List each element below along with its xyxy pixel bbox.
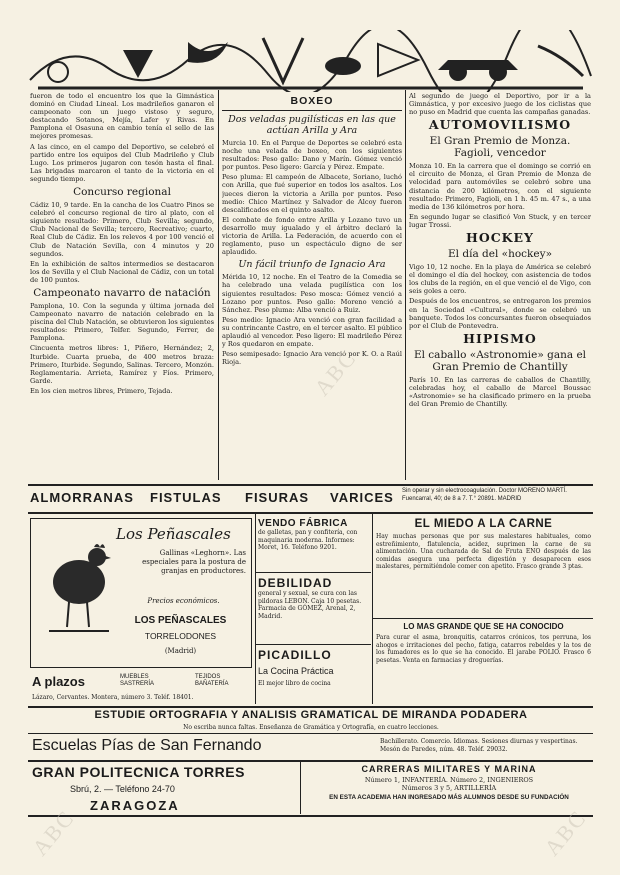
headline-hipismo: El caballo «Astronomie» gana el Gran Premio de Chantilly	[413, 348, 587, 373]
abc-watermark: ABC	[309, 345, 362, 401]
section-boxeo: BOXEO	[290, 95, 334, 107]
article-text: Peso semipesado: Ignacio Ara venció por K. O. a Raúl Rioja.	[222, 350, 402, 367]
ad-miedo	[376, 518, 591, 571]
article-text: fueron de todo el encuentro los que la Gimnástica dominó en Ciudad Lineal. Los madrileños ganaron el campeonato con un juego vistoso y seguro, destacando Sotanos, Mejía, Lafer y Rivas. En Pamplona el Osasuna en cambio tenía el sello de las mejores promesas.	[30, 92, 214, 141]
ad-title: EL MIEDO A LA CARNE	[414, 518, 553, 530]
column-1	[30, 92, 214, 482]
ad-text: TEJIDOS BAÑATERÍA	[195, 674, 229, 687]
article-text: Monza 10. En la carrera que el domingo se corrió en el circuito de Monza, el Gran Premio de Monza de velocidad para automóviles se celebró sobre una distancia de 200 kilómetros, con el siguiente resultado: Primero, Fagioli, en 1 h. 45 m. 47 s., a una media de 136 kilómetros por hora.	[409, 162, 591, 211]
ad-plazos	[30, 672, 252, 692]
ad-text: El mejor libro de cocina	[258, 680, 331, 687]
sports-banner-illustration	[28, 30, 593, 92]
headline-regional: Concurso regional	[73, 186, 171, 199]
article-text: Mérida 10, 12 noche. En el Teatro de la Comedia se ha celebrado una velada pugilística con los siguientes resultados: Peso mosca: Gómez venció a Lozano por puntos. Peso gallo: Moreno venció a Sánchez. Peso pluma: Alba venció a Ruiz.	[222, 273, 402, 314]
ad-text: de galletas, pan y confitería, con maquinaria moderna. Informes: Moret, 16. Teléfono 9201.	[258, 529, 358, 551]
ad-vendo	[258, 518, 368, 552]
headline-hockey: El día del «hockey»	[448, 248, 552, 261]
ad-title: PICADILLO	[258, 648, 332, 662]
ad-word: VARICES	[330, 490, 394, 505]
ad-word: FISTULAS	[150, 490, 222, 505]
ad-text: Número 1, INFANTERÍA. Número 2, INGENIEROS	[364, 776, 534, 784]
ad-text: Bachillerato. Comercio. Idiomas. Sesiones diurnas y vespertinas. Mesón de Paredes, núm. 48. Teléf. 29032.	[380, 738, 578, 753]
headline-veladas: Dos veladas pugilísticas en las que actúan Arilla y Ara	[228, 114, 396, 136]
ad-almorranas	[30, 488, 590, 510]
column-2	[222, 92, 402, 482]
ad-text: ZARAGOZA	[90, 798, 180, 813]
ad-word: ALMORRANAS	[30, 490, 134, 505]
ad-text: La Cocina Práctica	[258, 666, 334, 676]
article-text: París 10. En las carreras de caballos de Chantilly, celebradas hoy, el caballo de Marcel Boussac «Astronomie» se ha clasificado primero en la prueba del Gran Premio de Chantilly.	[409, 375, 591, 409]
ad-title: LO MAS GRANDE QUE SE HA CONOCIDO	[403, 622, 564, 631]
article-text: En segundo lugar se clasificó Von Stuck, y en tercer lugar Trossi.	[409, 212, 591, 229]
abc-watermark: ABC	[27, 805, 80, 861]
ad-word: FISURAS	[245, 490, 310, 505]
ad-penascales	[30, 518, 252, 668]
ad-title: A plazos	[32, 674, 85, 689]
ad-text: Números 3 y 5, ARTILLERÍA	[401, 784, 497, 792]
ad-text: Gallinas «Leghorn». Las especiales para la postura de granjas en productores.	[142, 549, 246, 575]
ad-text: MUEBLES SASTRERÍA	[120, 674, 155, 687]
article-text: Cincuenta metros libres: 1, Piñero, Hernández; 2, Iturbide. Cuarta prueba, de 400 metros braza: Primero, Iturbide. Segundo, Salinas. Tercero, Monzón. Reglamentaria. Arrieta, Ramírez y Fíos. Primero, Garde.	[30, 344, 214, 385]
section-automovilismo: AUTOMOVILISMO	[428, 117, 572, 133]
article-text: Peso pluma: El campeón de Albacete, Soriano, luchó con Arilla, que fué superior en todos los asaltos. Los jueces dieron la victoria a Arilla por puntos. Peso medio: Chico Martínez y Salvador de Alcoy fueron descalificados en el quinto asalto.	[222, 173, 402, 214]
column-rule	[405, 90, 406, 480]
hen-illustration	[39, 527, 119, 637]
headline-monza: El Gran Premio de Monza. Fagioli, vencedor	[429, 135, 571, 160]
ad-text: Sbrú, 2. — Teléfono 24-70	[70, 784, 175, 794]
ad-text: general y sexual, se cura con las pildoras LEBON. Caja 10 pesetas. Farmacia de GÓMEZ, Arenal, 2, Madrid.	[258, 590, 362, 620]
article-text: El combate de fondo entre Arilla y Lozano tuvo un desarrollo muy igualado y el árbitro declaró la victoria de Arilla. La Federación, de acuerdo con el reglamento, puso un espectáculo digno de ser aplaudido.	[222, 215, 402, 257]
article-text: Después de los encuentros, se entregaron los premios en la Sociedad «Cultural», donde se celebró un banquete. Todos los concursantes fueron obsequiados por el Club de Pontevedra.	[409, 297, 591, 330]
ad-title: Los Peñascales	[116, 525, 231, 543]
ad-escuelas: Escuelas Pías de San Fernando	[32, 737, 262, 754]
column-rule	[218, 90, 219, 480]
ad-text: EN ESTA ACADEMIA HAN INGRESADO MÁS ALUMNOS DESDE SU FUNDACIÓN	[329, 794, 569, 801]
ad-text: Hay muchas personas que por sus malestares habituales, como estreñimiento, flatulencia, acidez, suprimen la carne de su alimentación. Una cucharada de Sal de Fruta ENO después de las comidas asegura una perfecta digestión y desaparecen esos malestares, permitiéndole comer con apetito. Frasco grande 3 ptas.	[376, 533, 591, 571]
ad-picadillo	[258, 648, 368, 688]
ad-text: Precios económicos.	[147, 597, 220, 605]
ad-text: TORRELODONES	[144, 631, 217, 641]
ad-text: Sin operar y sin electrocoagulación. Doctor MORENO MARTÍ. Fuencarral, 40; de 8 a 7. T.° 20891. MADRID	[402, 488, 567, 502]
ad-text: Lázaro, Cervantes. Montera, número 3. Teléf. 18401.	[32, 694, 194, 701]
ad-text: LOS PEÑASCALES	[134, 615, 227, 626]
article-text: En los cien metros libres, Primero, Tejada.	[30, 386, 173, 395]
section-hipismo: HIPISMO	[463, 330, 537, 346]
ad-debilidad	[258, 576, 368, 620]
article-text: En la exhibición de saltos intermedios se destacaron los de Sevilla y el Club Nacional de Cádiz, con un total de 100 puntos.	[30, 259, 214, 284]
ad-title: CARRERAS MILITARES Y MARINA	[361, 764, 537, 774]
column-3	[409, 92, 591, 482]
ad-text: (Madrid)	[164, 647, 197, 655]
ad-title: VENDO FÁBRICA	[258, 518, 348, 529]
ad-politecnica: GRAN POLITECNICA TORRES	[32, 764, 245, 780]
article-text: Al segundo de juego el Deportivo, por ir a la Gimnástica, y por excesivo juego de los ciclistas que no puso en Madrid que cuenta las campañas ganadas.	[409, 92, 591, 117]
article-text: Peso medio: Ignacio Ara venció con gran facilidad a su contrincante Castro, en el tercer asalto. El público aplaudió al vencedor. Peso ligero: El madrileño Pérez y Ros quedaron en empate.	[222, 315, 402, 349]
ad-mas-grande	[376, 622, 591, 664]
abc-watermark: ABC	[539, 805, 592, 861]
headline-ara: Un fácil triunfo de Ignacio Ara	[238, 259, 386, 271]
article-text: Vigo 10, 12 noche. En la playa de América se celebró el domingo el día del hockey, con asistencia de todos los clubs de la región, en el que venció el de Vigo, con seis goles a cero.	[409, 263, 591, 296]
article-text: Cádiz 10, 9 tarde. En la cancha de los Cuatro Pinos se celebró el concurso regional de tiro al plato, con el siguiente resultado: Primero, Club Sevilla; segundo, Club Nacional de Sevilla; tercero, Recreativo; cuarto, Real Club de Cádiz. En los relevos 4 por 100 venció el Club de Natación Sevilla, con 4 minutos y 20 segundos.	[30, 201, 214, 258]
article-text: Murcia 10. En el Parque de Deportes se celebró esta noche una velada de boxeo, con los siguientes resultados: Peso gallo: Dano y Marín. Gómez venció por puntos. Peso ligero: García y Pérez. Empate.	[222, 139, 402, 172]
ad-title: DEBILIDAD	[258, 576, 333, 590]
headline-natacion: Campeonato navarro de natación	[33, 286, 211, 299]
section-hockey: HOCKEY	[466, 230, 534, 246]
article-text: Pamplona, 10. Con la segunda y última jornada del Campeonato navarro de natación celebrado en la piscina del Club Natación, se obtuvieron los siguientes resultados: Primero, Telfer. Segundo, Ferrer, de Pamplona.	[30, 301, 214, 343]
ad-miranda: ESTUDIE ORTOGRAFIA Y ANALISIS GRAMATICAL DE MIRANDA PODADERA	[94, 709, 528, 721]
ad-text: Para curar el asma, bronquitis, catarros crónicos, tos perruna, los ahogos e irritaciones del pecho, fatiga, catarros rebeldes y la tos de los fumadores es lo que se ha conocido. El jarabe POLIO. Frasco 6 pesetas. Venta en farmacias y droguerías.	[376, 634, 591, 664]
ad-text: No escriba nunca faltas. Enseñanza de Gramática y Ortografía, en cuatro lecciones.	[183, 724, 439, 731]
article-text: A las cinco, en el campo del Deportivo, se celebró el partido entre los equipos del Club Madrileño y Club Lugo. Los primeros jugaron con tesón hasta el final. Las brigadas marcaron el tanto de la victoria en el segundo tiempo.	[30, 142, 214, 183]
ad-carreras	[305, 764, 593, 801]
